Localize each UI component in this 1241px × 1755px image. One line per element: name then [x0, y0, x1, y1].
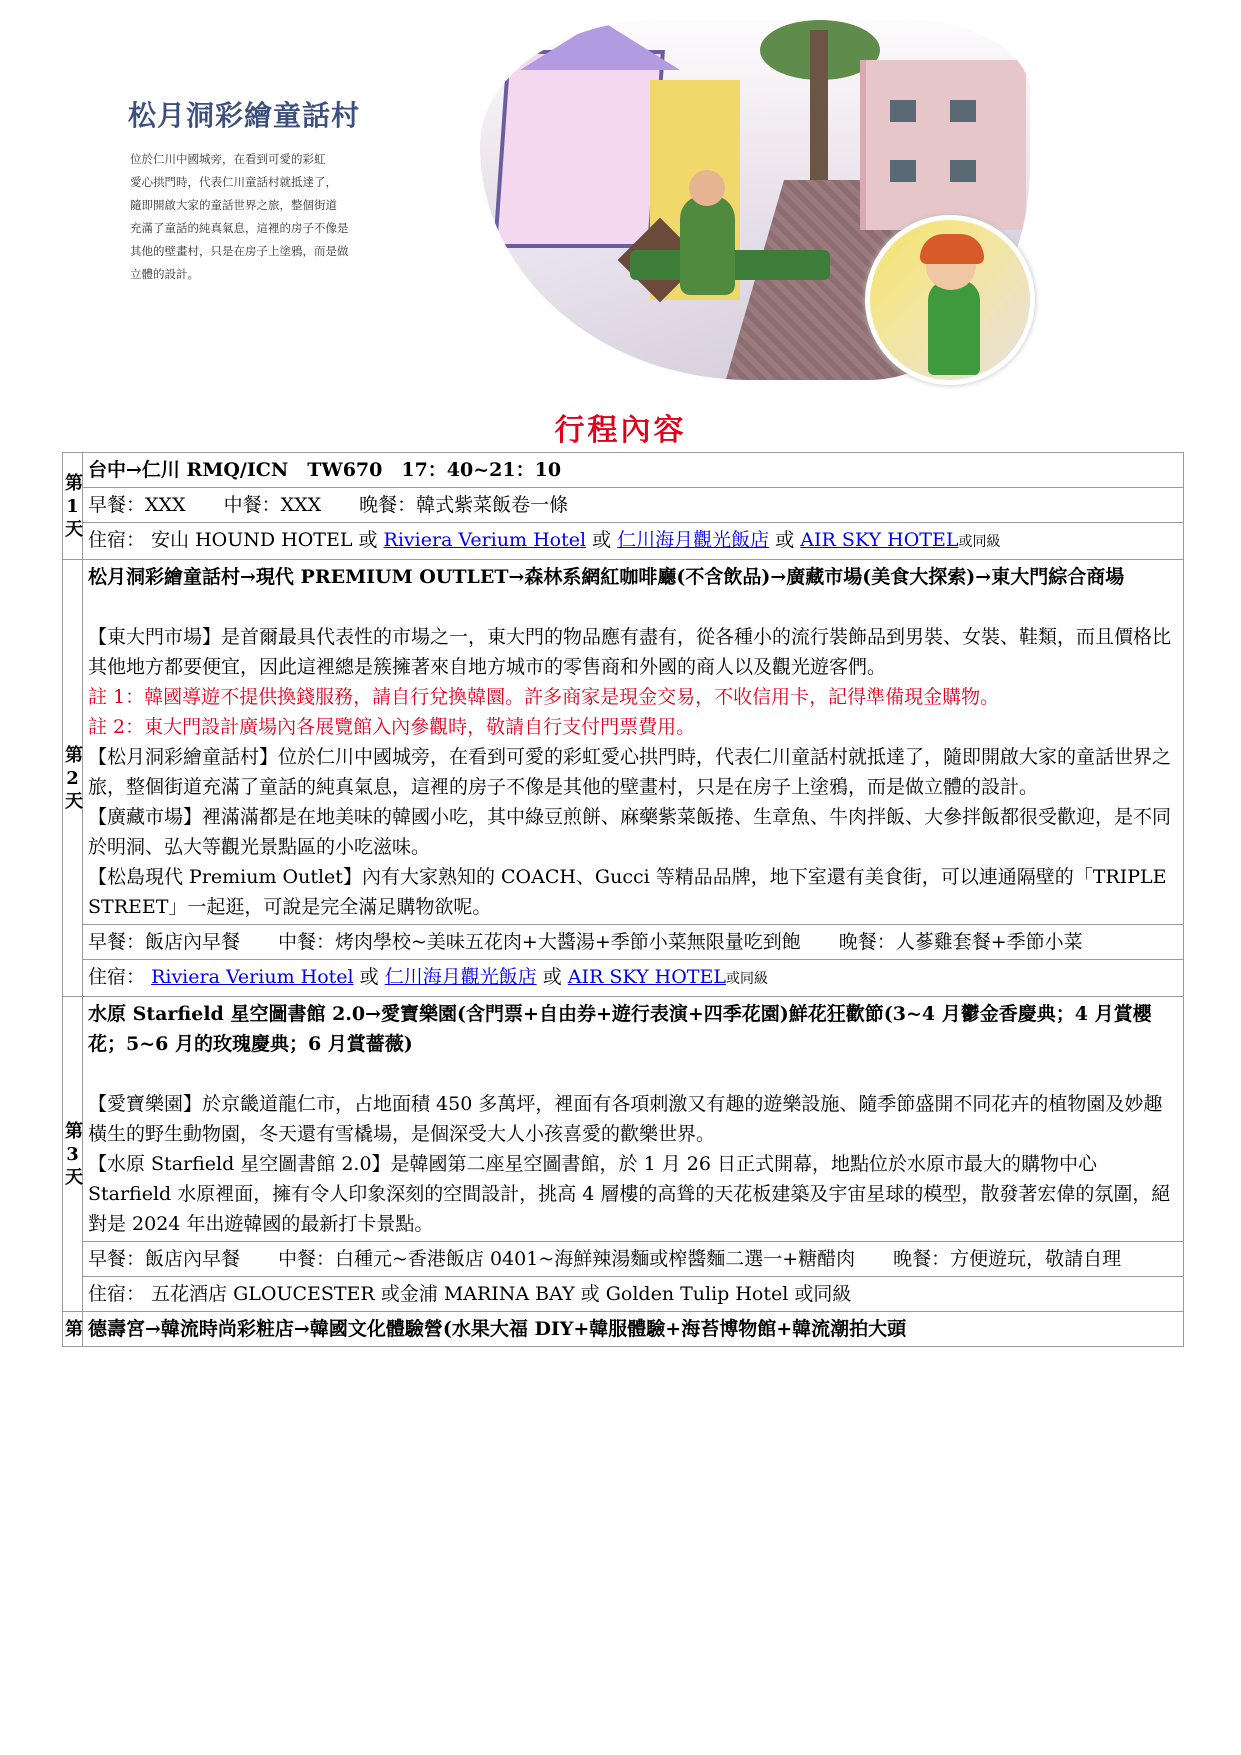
- day2-note1: 註 1：韓國導遊不提供換錢服務，請自行兌換韓圜。許多商家是現金交易，不收信用卡，記得準備現金購物。: [88, 686, 1000, 708]
- character-photo-bubble: [865, 215, 1035, 385]
- itinerary-title: 行程內容: [554, 413, 687, 448]
- hotel-link-riviera[interactable]: Riviera Verium Hotel: [151, 966, 354, 988]
- day4-route: 德壽宮→韓流時尚彩粧店→韓國文化體驗營(水果大福 DIY+韓服體驗+海苔博物館+韓流潮拍大頭: [83, 1312, 1184, 1347]
- day2-outlet-text: 【松島現代 Premium Outlet】內有大家熟知的 COACH、Gucci 等精品品牌，地下室還有美食街，可以連通隔壁的「TRIPLE STREET」一起逛，可說是完全滿足購物欲呢。: [88, 866, 1167, 918]
- day1-route-row: [63, 453, 1184, 488]
- day3-label: 第 3 天: [63, 997, 83, 1312]
- hotel-link-haewol[interactable]: 仁川海月觀光飯店: [617, 529, 770, 551]
- day3-everland-text: 【愛寶樂園】於京畿道龍仁市，占地面積 450 多萬坪，裡面有各項刺激又有趣的遊樂設施、隨季節盛開不同花卉的植物園及妙趣橫生的野生動物園，冬天還有雪橇場，是個深受大人小孩喜愛的歡樂世界。: [88, 1093, 1163, 1145]
- day2-route: 松月洞彩繪童話村→現代 PREMIUM OUTLET→森林系網紅咖啡廳(不含飲品)→廣藏市場(美食大探索)→東大門綜合商場: [88, 566, 1125, 588]
- day3-content: [83, 997, 1184, 1242]
- hotel-link-airsky[interactable]: AIR SKY HOTEL: [567, 966, 726, 988]
- hotel-link-airsky[interactable]: AIR SKY HOTEL: [800, 529, 959, 551]
- day3-starfield-text: 【水原 Starfield 星空圖書館 2.0】是韓國第二座星空圖書館，於 1 月 26 日正式開幕，地點位於水原市最大的購物中心 Starfield 水原裡面，擁有令人印象深刻的空間設計，挑高 4 層樓的高聳的天花板建築及宇宙星球的模型，散發著宏偉的氛圍，絕對是 2024 年出遊韓國的最新打卡景點。: [88, 1153, 1171, 1235]
- day3-hotel: 住宿： 五花酒店 GLOUCESTER 或金浦 MARINA BAY 或 Golden Tulip Hotel 或同級: [83, 1277, 1184, 1312]
- day2-note2: 註 2：東大門設計廣場內各展覽館入內參觀時，敬請自行支付門票費用。: [88, 716, 696, 738]
- day2-label: 第 2 天: [63, 560, 83, 997]
- day2-meals: 早餐：飯店內早餐 中餐：烤肉學校~美味五花肉+大醬湯+季節小菜無限量吃到飽 晚餐：人蔘雞套餐+季節小菜: [83, 925, 1184, 960]
- day1-route: 台中→仁川 RMQ/ICN TW670 17：40~21：10: [83, 453, 1184, 488]
- day1-label: 第 1 天: [63, 453, 83, 560]
- hotel-link-haewol[interactable]: 仁川海月觀光飯店: [384, 966, 537, 988]
- day2-dongdaemun-text: 【東大門市場】是首爾最具代表性的市場之一，東大門的物品應有盡有，從各種小的流行裝飾品到男裝、女裝、鞋類，而且價格比其他地方都要便宜，因此這裡總是簇擁著來自地方城市的零售商和外國的商人以及觀光遊客們。: [88, 626, 1172, 678]
- day3-route: 水原 Starfield 星空圖書館 2.0→愛寶樂園(含門票+自由券+遊行表演+四季花園)鮮花狂歡節(3~4 月鬱金香慶典；4 月賞櫻花；5~6 月的玫瑰慶典；6 月賞薔薇): [88, 1003, 1152, 1055]
- banner-description: 位於仁川中國城旁，在看到可愛的彩虹 愛心拱門時，代表仁川童話村就抵達了， 隨即開啟大家的童話世界之旅，整個街道 充滿了童話的純真氣息，這裡的房子不像是 其他的壁畫村，只是在房子上塗鴉，而是做 立體的設計。: [130, 152, 349, 281]
- day1-meals: 早餐：XXX 中餐：XXX 晚餐：韓式紫菜飯卷一條: [83, 488, 1184, 523]
- day3-meals: 早餐：飯店內早餐 中餐：白種元~香港飯店 0401~海鮮辣湯麵或榨醬麵二選一+糖醋肉 晚餐：方便遊玩，敬請自理: [83, 1242, 1184, 1277]
- banner-title: 松月洞彩繪童話村: [128, 99, 361, 132]
- day2-gwangjang-text: 【廣藏市場】裡滿滿都是在地美味的韓國小吃，其中綠豆煎餅、麻藥紫菜飯捲、生章魚、牛肉拌飯、大參拌飯都很受歡迎，是不同於明洞、弘大等觀光景點區的小吃滋味。: [88, 806, 1172, 858]
- day2-hotel: 住宿： Riviera Verium Hotel 或 仁川海月觀光飯店 或 AIR SKY HOTEL或同級: [83, 960, 1184, 997]
- itinerary-table: [62, 452, 1184, 1347]
- day2-songwol-text: 【松月洞彩繪童話村】位於仁川中國城旁，在看到可愛的彩虹愛心拱門時，代表仁川童話村就抵達了，隨即開啟大家的童話世界之旅，整個街道充滿了童話的純真氣息，這裡的房子不像是其他的壁畫村，只是在房子上塗鴉，而是做立體的設計。: [88, 746, 1172, 798]
- day4-label: 第: [63, 1312, 83, 1347]
- day2-content: [83, 560, 1184, 925]
- day1-hotel: 住宿： 安山 HOUND HOTEL 或 Riviera Verium Hotel 或 仁川海月觀光飯店 或 AIR SKY HOTEL或同級: [83, 523, 1184, 560]
- hotel-link-riviera[interactable]: Riviera Verium Hotel: [383, 529, 587, 551]
